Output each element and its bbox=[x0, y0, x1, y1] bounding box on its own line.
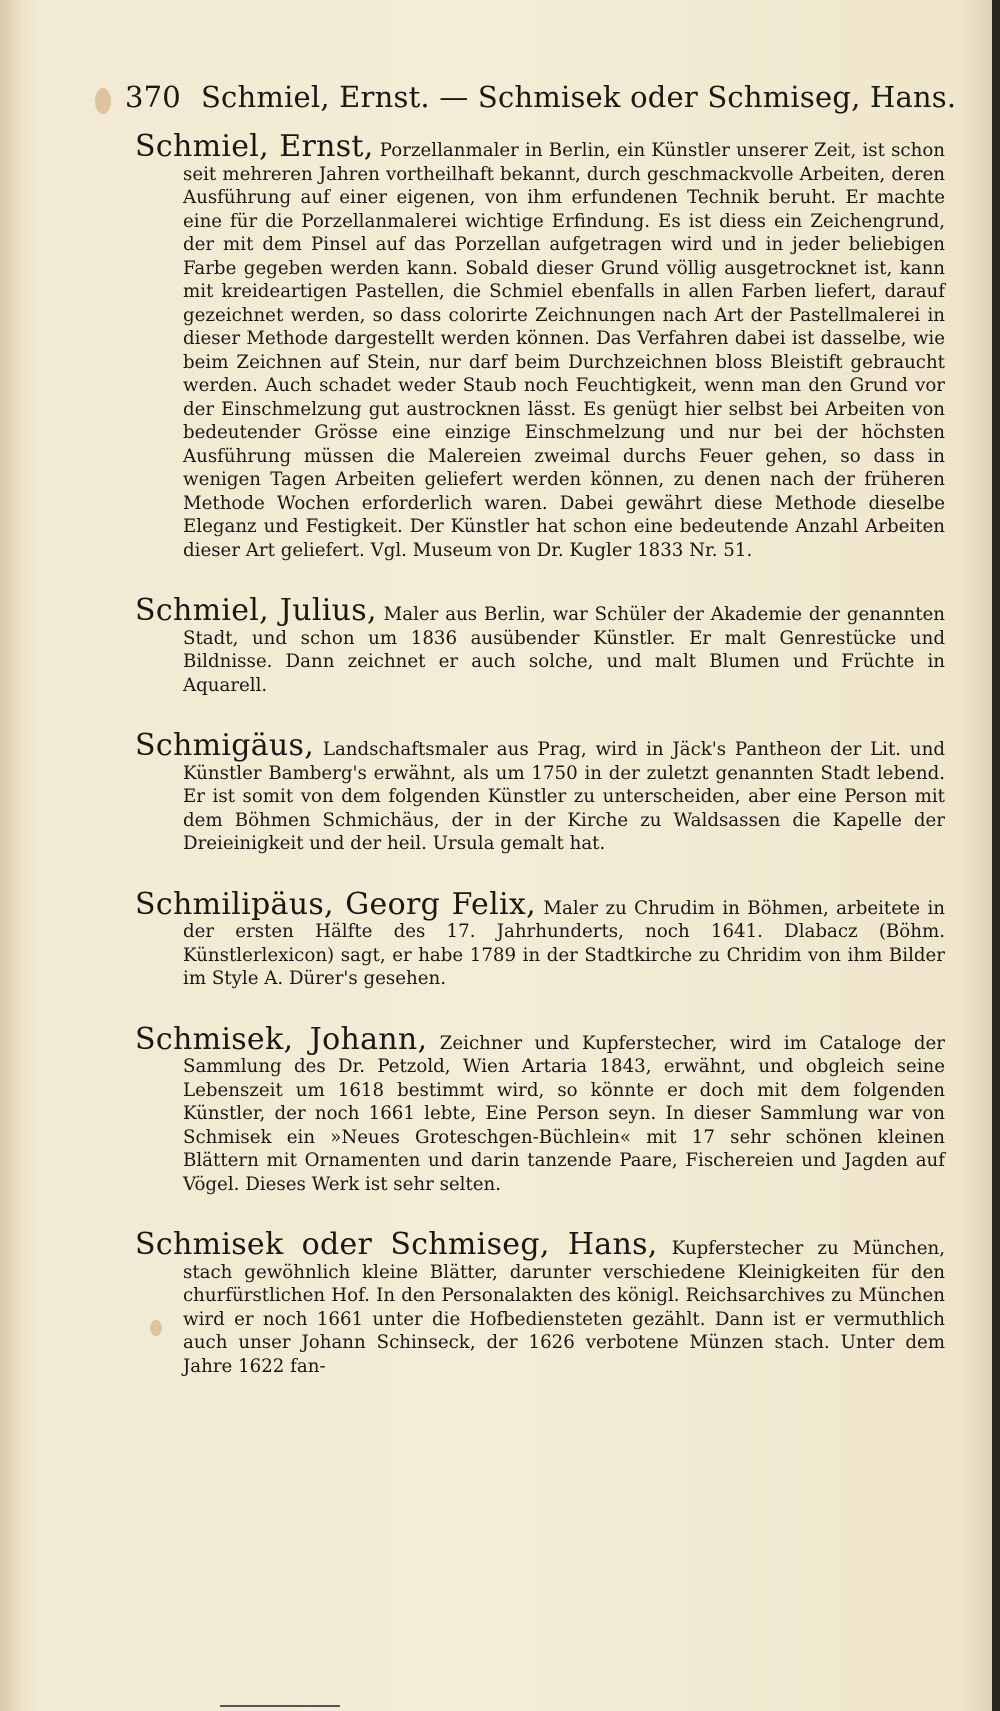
entry-text: Kupferstecher zu München, stach gewöhnlich kleine Blätter, darunter verschiedene Kleinigkeiten für den churfürstlichen Hof. In den Personalakten des königl. Reichsarchives zu München wird er noch 1661 unter die Hofbediensteten gezählt. Dann ist er vermuthlich auch unser Johann Schinseck, der 1626 verbotene Münzen stach. Unter dem Jahre 1622 fan- bbox=[183, 1238, 945, 1377]
entry-headword: Schmiel, Ernst, bbox=[135, 129, 374, 164]
entry-headword: Schmilipäus, Georg Felix, bbox=[135, 886, 536, 922]
entry-text: Maler aus Berlin, war Schüler der Akademie der genannten Stadt, und schon um 1836 ausübender Künstler. Er malt Genrestücke und Bildnisse. Dann zeichnet er auch solche, und malt Blumen und Früchte in Aquarell. bbox=[183, 604, 945, 696]
entry-schmiel-ernst bbox=[135, 129, 945, 562]
entry-schmiel-julius bbox=[135, 593, 945, 697]
page-number: 370 bbox=[125, 80, 181, 114]
entry-headword: Schmiel, Julius, bbox=[135, 593, 377, 628]
paper-stain bbox=[95, 88, 111, 114]
entry-schmisek-johann bbox=[135, 1021, 945, 1197]
entry-schmisek-hans bbox=[135, 1227, 945, 1378]
page-gutter-shadow bbox=[0, 0, 22, 1711]
running-title: Schmiel, Ernst. — Schmisek oder Schmiseg, Hans. bbox=[200, 80, 957, 114]
entry-schmilipaeus bbox=[135, 886, 945, 991]
page-edge bbox=[992, 0, 1000, 1711]
bottom-rule bbox=[220, 1705, 340, 1707]
entry-text: Landschaftsmaler aus Prag, wird in Jäck's Pantheon der Lit. und Künstler Bamberg's erwähnt, als um 1750 in der zuletzt genannten Stadt lebend. Er ist somit von dem folgenden Künstler zu unterscheiden, aber eine Person mit dem Böhmen Schmichäus, der in der Kirche zu Waldsassen die Kapelle der Dreieinigkeit und der heil. Ursula gemalt hat. bbox=[183, 739, 945, 854]
entry-headword: Schmisek oder Schmiseg, Hans, bbox=[135, 1227, 658, 1262]
dictionary-entries bbox=[135, 129, 945, 1415]
entry-schmigaeus bbox=[135, 728, 945, 856]
entry-text: Maler zu Chrudim in Böhmen, arbeitete in der ersten Hälfte des 17. Jahrhunderts, noch 1641. Dlabacz (Böhm. Künstlerlexicon) sagt, er habe 1789 in der Stadtkirche zu Chridim von ihm Bilder im Style A. Dürer's gesehen. bbox=[183, 897, 945, 989]
running-header bbox=[125, 80, 957, 114]
entry-headword: Schmigäus, bbox=[135, 728, 315, 763]
entry-text: Zeichner und Kupferstecher, wird im Cataloge der Sammlung des Dr. Petzold, Wien Artaria 1843, erwähnt, und obgleich seine Lebenszeit um 1618 bestimmt wird, so könnte er doch mit dem folgenden Künstler, der noch 1661 lebte, Eine Person seyn. In dieser Sammlung war von Schmisek ein »Neues Groteschgen-Büchlein« mit 17 sehr schönen kleinen Blättern mit Ornamenten und darin tanzende Paare, Fischereien und Jagden auf Vögel. Dieses Werk ist sehr selten. bbox=[183, 1032, 945, 1195]
entry-text: Porzellanmaler in Berlin, ein Künstler unserer Zeit, ist schon seit mehreren Jahren vortheilhaft bekannt, durch geschmackvolle Arbeiten, deren Ausführung auf einer eigenen, von ihm erfundenen Technik beruht. Er machte eine für die Porzellanmalerei wichtige Erfindung. Es ist diess ein Zeichengrund, der mit dem Pinsel auf das Porzellan aufgetragen wird und in jeder beliebigen Farbe gegeben werden kann. Sobald dieser Grund völlig ausgetrocknet ist, kann mit kreideartigen Pastellen, die Schmiel ebenfalls in allen Farben liefert, darauf gezeichnet werden, so dass colorirte Zeichnungen nach Art der Pastellmalerei in dieser Methode dargestellt werden können. Das Verfahren dabei ist dasselbe, wie beim Zeichnen auf Stein, nur darf beim Durchzeichnen bloss Bleistift gebraucht werden. Auch schadet weder Staub noch Feuchtigkeit, wenn man den Grund vor der Einschmelzung gut austrocknen lässt. Es genügt hier selbst bei Arbeiten von bedeutender Grösse eine einzige Einschmelzung und nur bei der höchsten Ausführung müssen die Malereien zweimal durchs Feuer gehen, so dass in wenigen Tagen Arbeiten geliefert werden können, zu denen nach der früheren Methode Wochen erforderlich waren. Dabei gewährt diese Methode dieselbe Eleganz und Festigkeit. Der Künstler hat schon eine bedeutende Anzahl Arbeiten dieser Art geliefert. Vgl. Museum von Dr. Kugler 1833 Nr. 51. bbox=[183, 140, 945, 561]
entry-headword: Schmisek, Johann, bbox=[135, 1021, 428, 1057]
